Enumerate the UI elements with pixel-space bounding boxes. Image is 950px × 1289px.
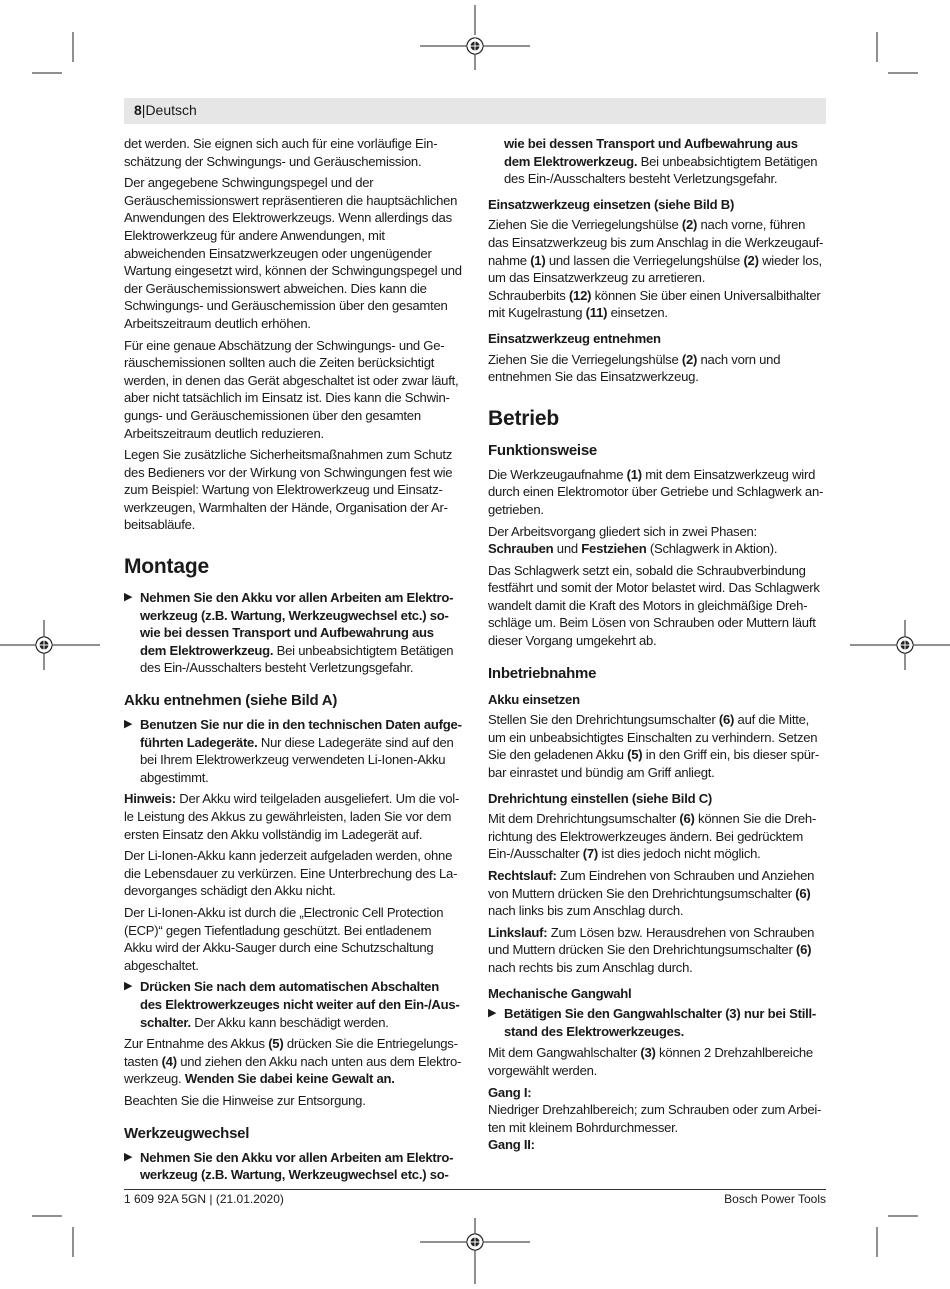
heading-funktionsweise: Funktionsweise xyxy=(488,441,598,459)
ref-number: (7) xyxy=(582,846,598,862)
ref-number: (12) xyxy=(568,287,592,303)
paragraph: Beachten Sie die Hinweise zur Entsorgung. xyxy=(124,1092,366,1108)
bold-text: Festziehen xyxy=(581,541,647,557)
paragraph xyxy=(488,351,826,386)
heading-akku-entnehmen: Akku entnehmen (siehe Bild A) xyxy=(124,692,338,710)
header-separator: | xyxy=(141,102,146,118)
ref-number: (4) xyxy=(161,1053,177,1069)
heading-werkzeugwechsel: Werkzeugwechsel xyxy=(124,1124,250,1142)
paragraph xyxy=(488,711,826,781)
gang-1-label xyxy=(488,1084,826,1102)
registration-mark-icon xyxy=(467,1234,483,1250)
bold-label: Gang I: xyxy=(488,1084,532,1100)
footer-doc-number: 1 609 92A 5GN | (21.01.2020) xyxy=(124,1192,284,1206)
heading-montage: Montage xyxy=(124,555,209,579)
paragraph: det werden. Sie eignen sich auch für eine vorläufige Einschätzung der Schwingungs- und Geräuschemission. xyxy=(124,136,438,169)
text-run: Stellen Sie den Drehrichtungsumschalter xyxy=(488,712,719,728)
bullet-text: Bei unbeabsichtigtem Betätigen des Ein-/Ausschalters besteht Verletzungsgefahr. xyxy=(140,642,454,676)
text-run: nach vorn und entnehmen Sie das Einsatzwerkzeug. xyxy=(488,351,781,385)
ref-number: (5) xyxy=(268,1036,284,1052)
bullet-triangle-icon: ▶ xyxy=(124,591,133,604)
paragraph: Niedriger Drehzahlbereich; zum Schrauben oder zum Arbeiten mit kleinem Bohrdurchmesser. xyxy=(488,1102,822,1135)
heading-betrieb: Betrieb xyxy=(488,406,559,430)
bullet-triangle-icon: ▶ xyxy=(124,980,133,993)
text-run: können Sie über einen Universalbithalter mit Kugelrastung xyxy=(488,287,821,321)
heading-gangwahl: Mechanische Gangwahl xyxy=(488,985,632,1001)
page-header-text xyxy=(134,102,197,118)
text-run: können Sie die Drehrichtung des Elektrowerkzeuges ändern. Bei gedrücktem Ein-/Ausschalter xyxy=(488,811,817,862)
bullet-bold-text: Nehmen Sie den Akku vor allen Arbeiten am Elektrowerkzeug (z.B. Wartung, Werkzeugwechsel etc.) so- xyxy=(140,1149,454,1183)
warning-bullet xyxy=(488,1005,826,1040)
paragraph: Für eine genaue Abschätzung der Schwingungs- und Geräuschemissionen sollten auch die Zeiten berücksichtigt werden, in denen das Gerät abgeschaltet ist oder zwar läuft, aber nicht tatsächlich im Einsatz ist. Dies kann die Schwingungs- und Geräuschemissionen über den gesamten Arbeitszeitraum deutlich reduzieren. xyxy=(124,337,459,441)
warning-bullet xyxy=(124,716,462,786)
bold-label: Rechtslauf: xyxy=(488,868,557,883)
heading-inbetriebnahme: Inbetriebnahme xyxy=(488,664,597,682)
bullet-text: Nur diese Ladegeräte sind auf den bei Ihrem Elektrowerkzeug verwendeten Li-Ionen-Akku abgestimmt. xyxy=(140,734,454,785)
ref-number: (6) xyxy=(795,885,811,901)
text-run: Ziehen Sie die Verriegelungshülse xyxy=(488,351,682,367)
heading-einsatzwerkzeug-einsetzen: Einsatzwerkzeug einsetzen (siehe Bild B) xyxy=(488,196,735,212)
header-language: Deutsch xyxy=(145,102,197,118)
bold-text: Schrauben xyxy=(488,541,554,557)
paragraph xyxy=(488,287,826,322)
bullet-text: Bei unbeabsichtigtem Betätigen des Ein-/Ausschalters besteht Verletzungsgefahr. xyxy=(504,153,818,187)
ref-number: (6) xyxy=(679,811,695,827)
bullet-bold-text: Drücken Sie nach dem automatischen Abschalten des Elektrowerkzeuges nicht weiter auf den Ein-/Ausschalter. xyxy=(140,979,460,1030)
text-run: nach vorne, führen das Einsatzwerkzeug bis zum Anschlag in die Werkzeugaufnahme xyxy=(488,217,824,268)
bullet-bold-text: Betätigen Sie den Gangwahlschalter xyxy=(504,1006,726,1022)
text-run: (Schlagwerk in Aktion). xyxy=(646,541,778,557)
text-run: in den Griff ein, bis dieser spürbar einrastet und bündig am Griff anliegt. xyxy=(488,747,820,781)
bold-text: Wenden Sie dabei keine Gewalt an. xyxy=(184,1071,395,1087)
ref-number: (6) xyxy=(795,942,812,958)
bold-label: Gang II: xyxy=(488,1137,535,1153)
bullet-bold-text: Benutzen Sie nur die in den technischen Daten aufgeführten Ladegeräte. xyxy=(140,717,462,750)
bullet-bold-text: nur bei Stillstand des Elektrowerkzeuges. xyxy=(504,1006,817,1039)
paragraph xyxy=(488,540,826,558)
text-run: Mit dem Drehrichtungsumschalter xyxy=(488,811,680,827)
text-run: und ziehen den Akku nach unten aus dem Elektrowerkzeug. xyxy=(124,1053,462,1087)
ref-number: (2) xyxy=(681,351,698,367)
ref-number: (1) xyxy=(530,252,546,268)
ref-number: (6) xyxy=(718,712,735,728)
paragraph: Der Li-Ionen-Akku kann jederzeit aufgeladen werden, ohne die Lebensdauer zu verkürzen. Eine Unterbrechung des Ladevorganges schädigt den Akku nicht. xyxy=(124,848,458,899)
bullet-bold-text: Nehmen Sie den Akku vor allen Arbeiten am Elektrowerkzeug (z.B. Wartung, Werkzeugwechsel etc.) sowie bei dessen Transport und Aufbewahrung aus dem Elektrowerkzeug. xyxy=(140,590,454,658)
page-number: 8 xyxy=(134,102,142,118)
registration-mark-icon xyxy=(36,637,52,653)
hinweis-label: Hinweis: xyxy=(124,791,176,807)
paragraph: Der Li-Ionen-Akku ist durch die „Electronic Cell Protection (ECP)“ gegen Tiefentladung geschützt. Bei entladenem Akku wird der Akku-Sauger durch eine Schutzschaltung abgeschaltet. xyxy=(124,904,444,973)
text-run: nach rechts bis zum Anschlag durch. xyxy=(488,959,693,975)
paragraph-hinweis xyxy=(124,790,462,843)
text-run: Zum Eindrehen von Schrauben und Anziehen von Muttern drücken Sie den Drehrichtungsumschalter xyxy=(488,868,815,901)
paragraph xyxy=(488,1044,826,1079)
hinweis-text: Der Akku wird teilgeladen ausgeliefert. Um die volle Leistung des Akkus zu gewährleisten, laden Sie vor dem ersten Einsatz den Akku vollständig im Ladegerät auf. xyxy=(124,791,460,842)
text-run: nach links bis zum Anschlag durch. xyxy=(488,903,684,919)
warning-bullet xyxy=(124,589,462,677)
text-run: mit dem Einsatzwerkzeug wird durch einen Elektromotor über Getriebe und Schlagwerk angetrieben. xyxy=(488,466,824,517)
text-run: Schrauberbits xyxy=(488,287,569,303)
warning-bullet xyxy=(124,1149,462,1184)
ref-number: (1) xyxy=(626,466,642,482)
paragraph: Legen Sie zusätzliche Sicherheitsmaßnahmen zum Schutz des Bedieners vor der Wirkung von Schwingungen fest wie zum Beispiel: Wartung von Elektrowerkzeug und Einsatzwerkzeugen, Warmhalten der Hände, Organisation der Arbeitsabläufe. xyxy=(124,447,453,533)
text-run: Zur Entnahme des Akkus xyxy=(124,1036,269,1052)
bullet-bold-text: wie bei dessen Transport und Aufbewahrung aus dem Elektrowerkzeug. xyxy=(504,136,798,169)
paragraph: Der angegebene Schwingungspegel und der Geräuschemissionswert repräsentieren die hauptsächlichen Anwendungen des Elektrowerkzeugs. Wenn allerdings das Elektrowerkzeug für andere Anwendungen, mit abweichenden Einsatzwerkzeugen oder ungenügender Wartung eingesetzt wird, können der Schwingungspegel und der Geräuschemissionswert abweichen. Dies kann die Schwingungs- und Geräuschemission über den gesamten Arbeitszeitraum deutlich erhöhen. xyxy=(124,175,462,331)
warning-bullet xyxy=(124,978,462,1031)
text-run: und xyxy=(553,541,582,557)
text-run: Mit dem Gangwahlschalter xyxy=(488,1045,641,1061)
bullet-continuation xyxy=(488,135,826,188)
paragraph-entnahme xyxy=(124,1035,462,1088)
text-run: auf die Mitte, um ein unbeabsichtigtes Einschalten zu verhindern. Setzen Sie den geladenen Akku xyxy=(488,712,818,763)
text-run: können 2 Drehzahlbereiche vorgewählt werden. xyxy=(488,1045,813,1078)
text-run: Zum Lösen bzw. Herausdrehen von Schrauben und Muttern drücken Sie den Drehrichtungsumschalter xyxy=(488,924,815,958)
text-run: ist dies jedoch nicht möglich. xyxy=(598,846,761,862)
ref-number: (3) xyxy=(640,1045,656,1061)
paragraph xyxy=(488,216,826,286)
paragraph xyxy=(488,810,826,863)
footer-brand: Bosch Power Tools xyxy=(724,1192,826,1206)
heading-akku-einsetzen: Akku einsetzen xyxy=(488,691,580,707)
gang-2-label xyxy=(488,1136,826,1154)
bold-label: Linkslauf: xyxy=(488,924,548,940)
ref-number: (5) xyxy=(627,747,643,763)
paragraph xyxy=(488,924,826,977)
ref-number: (3) xyxy=(725,1006,741,1022)
bullet-triangle-icon: ▶ xyxy=(124,718,133,731)
text-run: Ziehen Sie die Verriegelungshülse xyxy=(488,217,682,233)
bullet-triangle-icon: ▶ xyxy=(124,1150,133,1163)
paragraph: Das Schlagwerk setzt ein, sobald die Schraubverbindung festfährt und somit der Motor belastet wird. Das Schlagwerk wandelt damit die Kraft des Motors in gleichmäßige Drehschläge um. Beim Lösen von Schrauben oder Muttern läuft dieser Vorgang umgekehrt ab. xyxy=(488,562,820,649)
text-run: Die Werkzeugaufnahme xyxy=(488,466,627,482)
right-column xyxy=(488,135,826,1158)
text-run: drücken Sie die Entriegelungstasten xyxy=(124,1036,458,1069)
ref-number: (2) xyxy=(743,252,759,268)
paragraph: Der Arbeitsvorgang gliedert sich in zwei Phasen: xyxy=(488,523,757,539)
text-run: und lassen die Verriegelungshülse xyxy=(545,252,744,268)
footer-rule xyxy=(124,1189,826,1190)
registration-mark-icon xyxy=(467,38,483,54)
left-column xyxy=(124,135,462,1188)
heading-drehrichtung: Drehrichtung einstellen (siehe Bild C) xyxy=(488,790,713,806)
text-run: wieder los, um das Einsatzwerkzeug zu arretieren. xyxy=(488,252,822,286)
paragraph xyxy=(488,867,826,920)
text-run: einsetzen. xyxy=(607,305,668,321)
bullet-triangle-icon: ▶ xyxy=(488,1007,497,1020)
registration-mark-icon xyxy=(897,637,913,653)
bullet-text: Der Akku kann beschädigt werden. xyxy=(190,1014,389,1030)
ref-number: (11) xyxy=(585,305,608,321)
heading-einsatzwerkzeug-entnehmen: Einsatzwerkzeug entnehmen xyxy=(488,330,661,346)
paragraph xyxy=(488,466,826,519)
ref-number: (2) xyxy=(681,217,698,233)
page-header xyxy=(124,98,826,124)
